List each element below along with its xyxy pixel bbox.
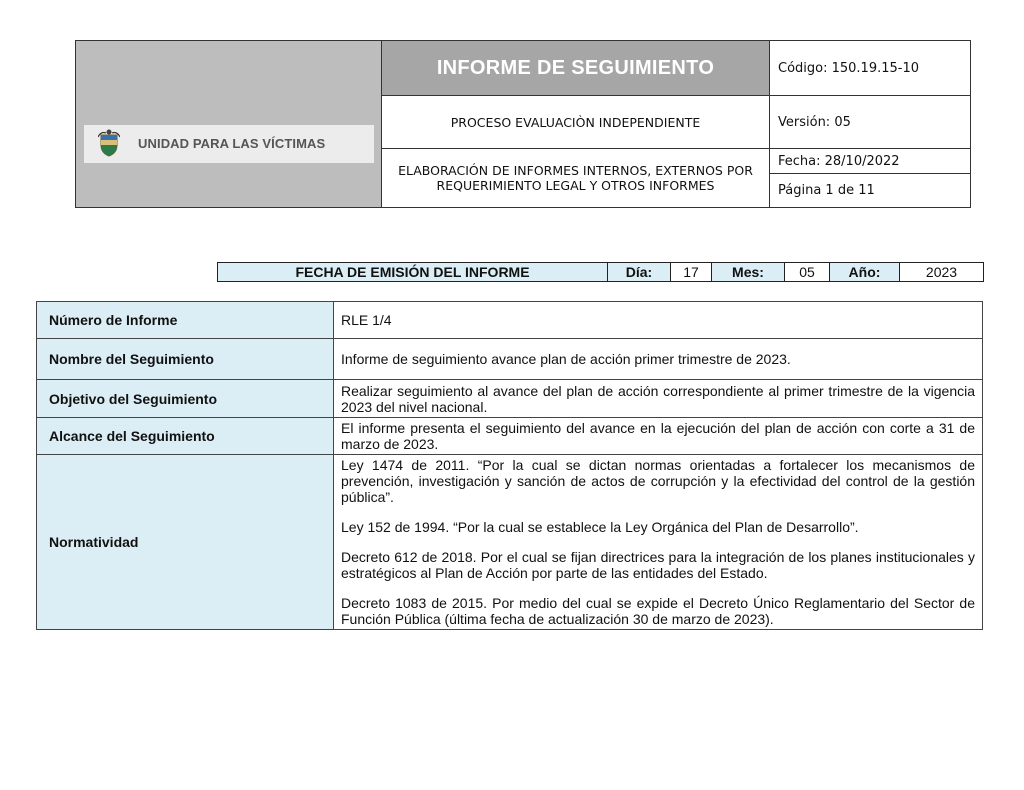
page-number: Página 1 de 11 bbox=[778, 183, 875, 198]
emission-date-row bbox=[217, 262, 984, 282]
table-row bbox=[37, 302, 983, 339]
day-label: Día: bbox=[608, 263, 671, 281]
doc-version: Versión: 05 bbox=[770, 96, 970, 149]
logo-panel bbox=[76, 41, 382, 207]
doc-date: Fecha: 28/10/2022 bbox=[770, 149, 970, 174]
year-label: Año: bbox=[830, 263, 900, 281]
table-row bbox=[37, 418, 983, 455]
document-header bbox=[75, 40, 971, 208]
year-value: 2023 bbox=[925, 264, 958, 280]
process-name: PROCESO EVALUACIÒN INDEPENDIENTE bbox=[382, 96, 770, 149]
law-item: Decreto 612 de 2018. Por el cual se fijan directrices para la integración de los planes institucionales y estratégicos al Plan de Acción por parte de las entidades del Estado. bbox=[341, 549, 975, 581]
law-item: Decreto 1083 de 2015. Por medio del cual se expide el Decreto Único Reglamentario del Sector de Función Pública (última fecha de actualización 30 de marzo de 2023). bbox=[341, 595, 975, 627]
row-label: Objetivo del Seguimiento bbox=[37, 380, 334, 418]
table-row bbox=[37, 380, 983, 418]
row-value: RLE 1/4 bbox=[334, 302, 983, 339]
normatividad-list bbox=[334, 455, 983, 630]
doc-code: Código: 150.19.15-10 bbox=[770, 41, 970, 96]
month-label: Mes: bbox=[712, 263, 785, 281]
coat-of-arms-icon bbox=[98, 129, 120, 157]
report-info-table bbox=[36, 301, 983, 630]
month-value: 05 bbox=[785, 263, 830, 281]
logo-text: UNIDAD PARA LAS VÍCTIMAS bbox=[138, 136, 326, 151]
row-value: Realizar seguimiento al avance del plan de acción correspondiente al primer trimestre de la vigencia 2023 del nivel nacional. bbox=[334, 380, 983, 418]
day-value: 17 bbox=[671, 263, 712, 281]
table-row-normatividad bbox=[37, 455, 983, 630]
row-label: Alcance del Seguimiento bbox=[37, 418, 334, 455]
row-value: El informe presenta el seguimiento del avance en la ejecución del plan de acción con corte a 31 de marzo de 2023. bbox=[334, 418, 983, 455]
row-value: Informe de seguimiento avance plan de acción primer trimestre de 2023. bbox=[334, 339, 983, 380]
row-label: Número de Informe bbox=[37, 302, 334, 339]
law-item: Ley 152 de 1994. “Por la cual se establece la Ley Orgánica del Plan de Desarrollo”. bbox=[341, 519, 859, 535]
row-label: Nombre del Seguimiento bbox=[37, 339, 334, 380]
logo bbox=[84, 125, 374, 163]
report-title: INFORME DE SEGUIMIENTO bbox=[382, 41, 770, 96]
procedure-name: ELABORACIÓN DE INFORMES INTERNOS, EXTERNOS POR REQUERIMIENTO LEGAL Y OTROS INFORMES bbox=[382, 149, 770, 207]
table-row bbox=[37, 339, 983, 380]
row-label: Normatividad bbox=[37, 455, 334, 630]
law-item: Ley 1474 de 2011. “Por la cual se dictan normas orientadas a fortalecer los mecanismos de prevención, investigación y sanción de actos de corrupción y la efectividad del control de la gestión pública”. bbox=[341, 457, 975, 505]
emission-label: FECHA DE EMISIÓN DEL INFORME bbox=[218, 263, 608, 281]
